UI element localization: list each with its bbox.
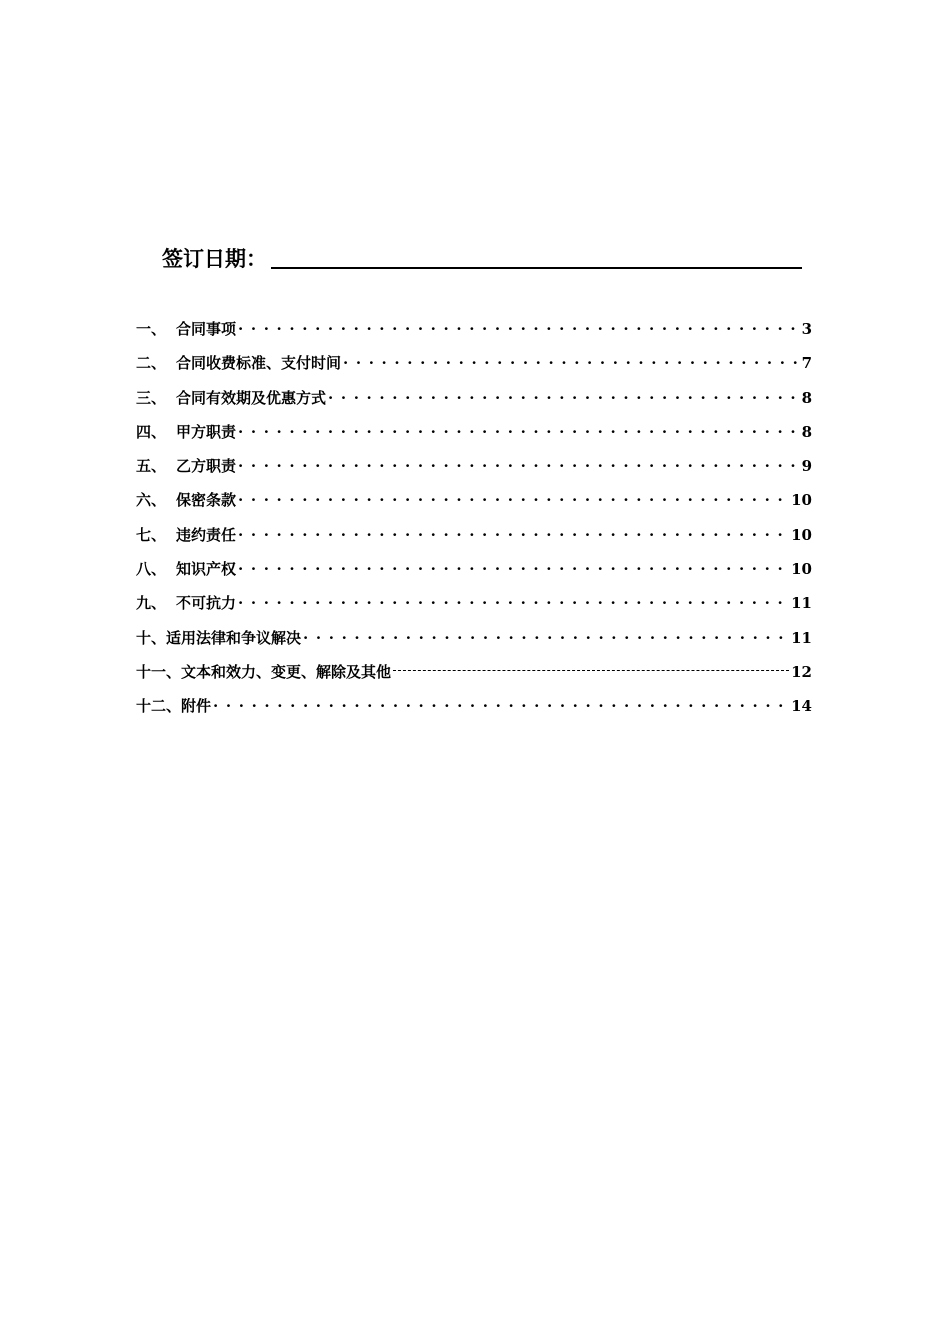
toc-entry-leader xyxy=(238,559,789,574)
toc-entry[interactable] xyxy=(136,352,812,386)
toc-entry-title: 文本和效力、变更、解除及其他 xyxy=(181,662,392,681)
toc-entry-leader xyxy=(238,593,789,608)
toc-entry[interactable] xyxy=(136,558,812,592)
toc-entry-number: 一、 xyxy=(136,320,167,338)
toc-entry-number: 八、 xyxy=(136,560,167,579)
toc-entry-leader xyxy=(238,525,789,540)
toc-entry[interactable] xyxy=(136,592,812,626)
toc-entry-page-number: 3 xyxy=(801,320,812,338)
toc-entry-number: 九、 xyxy=(136,594,167,613)
toc-entry-leader xyxy=(238,456,800,471)
toc-entry-title: 附件 xyxy=(181,697,212,716)
toc-entry-number: 十一、 xyxy=(136,662,182,681)
toc-entry-number: 三、 xyxy=(136,388,167,407)
sign-date-blank-line xyxy=(271,267,802,269)
toc-entry-number: 七、 xyxy=(136,525,167,544)
toc-entry-title: 乙方职责 xyxy=(176,457,237,476)
toc-entry-leader xyxy=(303,628,789,643)
toc-entry[interactable] xyxy=(136,627,812,661)
toc-entry-title: 合同收费标准、支付时间 xyxy=(176,354,342,373)
toc-entry-page-number: 9 xyxy=(801,457,812,476)
toc-entry[interactable] xyxy=(136,695,812,729)
toc-entry-leader xyxy=(238,490,789,505)
toc-entry-leader xyxy=(238,319,800,334)
toc-entry-page-number: 11 xyxy=(791,628,812,647)
toc-entry-leader xyxy=(393,662,789,677)
toc-entry[interactable] xyxy=(136,455,812,489)
toc-entry[interactable] xyxy=(136,421,812,455)
toc-entry-title: 违约责任 xyxy=(176,525,237,544)
toc-entry[interactable] xyxy=(136,387,812,421)
toc-entry[interactable] xyxy=(136,489,812,523)
toc-entry-leader xyxy=(343,353,800,368)
toc-entry-title: 合同事项 xyxy=(176,320,237,338)
toc-entry-leader xyxy=(213,696,789,711)
toc-entry-title: 不可抗力 xyxy=(176,594,237,613)
toc-entry-number: 十、 xyxy=(136,628,167,647)
toc-entry-page-number: 10 xyxy=(791,491,812,510)
toc-entry-number: 十二、 xyxy=(136,697,182,716)
toc-entry-number: 六、 xyxy=(136,491,167,510)
toc-entry-page-number: 14 xyxy=(791,697,812,716)
toc-entry-page-number: 10 xyxy=(791,525,812,544)
toc-entry[interactable] xyxy=(136,524,812,558)
sign-date-field xyxy=(162,240,802,274)
toc-entry-title: 适用法律和争议解决 xyxy=(166,628,302,647)
toc-entry[interactable] xyxy=(136,661,812,695)
sign-date-label: 签订日期： xyxy=(162,247,267,271)
toc-entry-title: 知识产权 xyxy=(176,560,237,579)
toc-entry-number: 五、 xyxy=(136,457,167,476)
toc-entry-title: 合同有效期及优惠方式 xyxy=(176,388,327,407)
toc-entry-page-number: 8 xyxy=(801,388,812,407)
toc-entry-page-number: 7 xyxy=(801,354,812,373)
toc-entry[interactable] xyxy=(136,318,812,352)
toc-entry-leader xyxy=(238,422,800,437)
toc-entry-page-number: 10 xyxy=(791,560,812,579)
toc-entry-leader xyxy=(328,388,800,403)
toc-entry-title: 保密条款 xyxy=(176,491,237,510)
toc-entry-page-number: 8 xyxy=(801,422,812,441)
toc-entry-number: 四、 xyxy=(136,422,167,441)
toc-entry-number: 二、 xyxy=(136,354,167,373)
toc-entry-page-number: 11 xyxy=(791,594,812,613)
toc-entry-page-number: 12 xyxy=(791,662,812,681)
table-of-contents xyxy=(136,318,812,730)
toc-entry-title: 甲方职责 xyxy=(176,422,237,441)
